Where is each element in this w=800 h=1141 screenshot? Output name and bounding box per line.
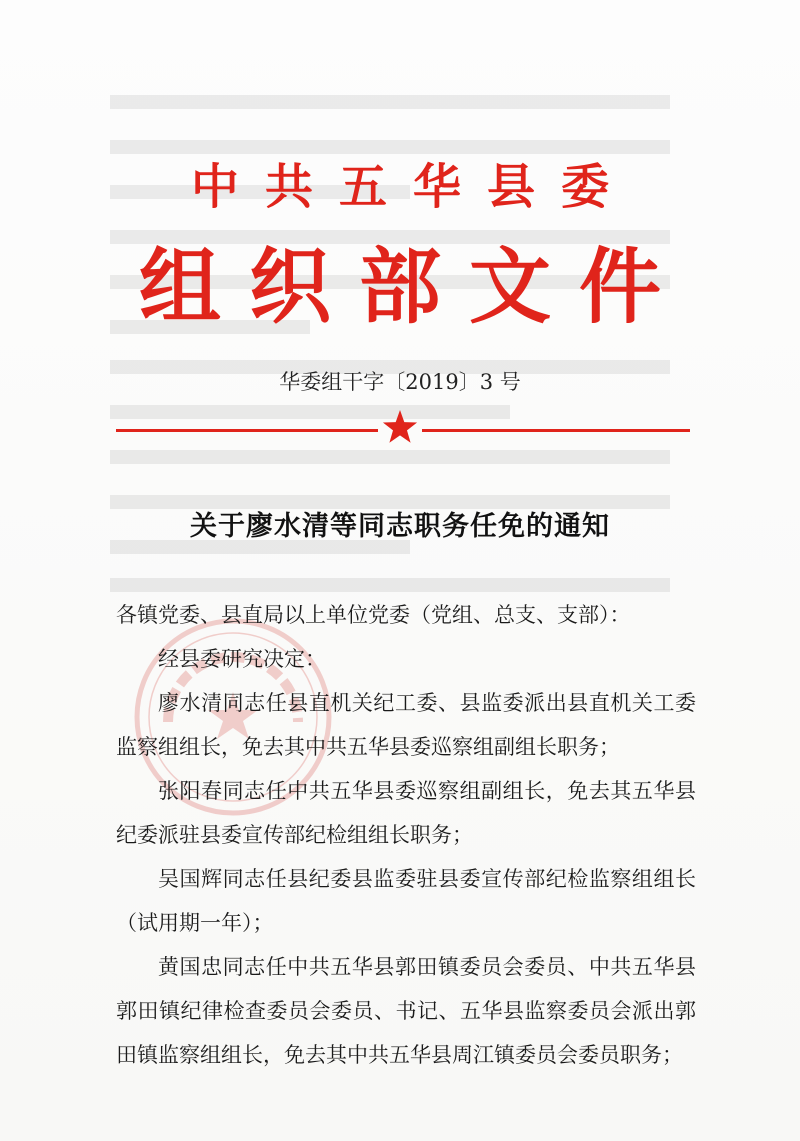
red-rule-left [116,429,378,432]
paragraph-appointment: 黄国忠同志任中共五华县郭田镇委员会委员、中共五华县郭田镇纪律检查委员会委员、书记、五华县监察委员会派出郭田镇监察组组长，免去其中共五华县周江镇委员会委员职务； [116,955,696,1067]
header-document-type: 组织部文件 [138,239,689,335]
paragraph-appointment: 张阳春同志任中共五华县委巡察组副组长，免去其五华县纪委派驻县委宣传部纪检组组长职务； [116,779,696,847]
red-rule-right [422,429,690,432]
notice-body [116,593,696,1077]
addressee: 各镇党委、县直局以上单位党委（党组、总支、支部）： [116,603,631,627]
red-star-icon [381,408,419,446]
paragraph-appointment: 吴国辉同志任县纪委县监委驻县委宣传部纪检监察组组长（试用期一年）； [116,867,696,935]
paragraph-appointment: 廖水清同志任县直机关纪工委、县监委派出县直机关工委监察组组长，免去其中共五华县委巡察组副组长职务； [116,691,696,759]
notice-title: 关于廖水清等同志职务任免的通知 [190,511,610,542]
document-number: 华委组干字〔2019〕3 号 [279,370,521,394]
paragraph-decision: 经县委研究决定： [158,647,326,671]
header-issuer: 中共五华县委 [190,159,635,215]
